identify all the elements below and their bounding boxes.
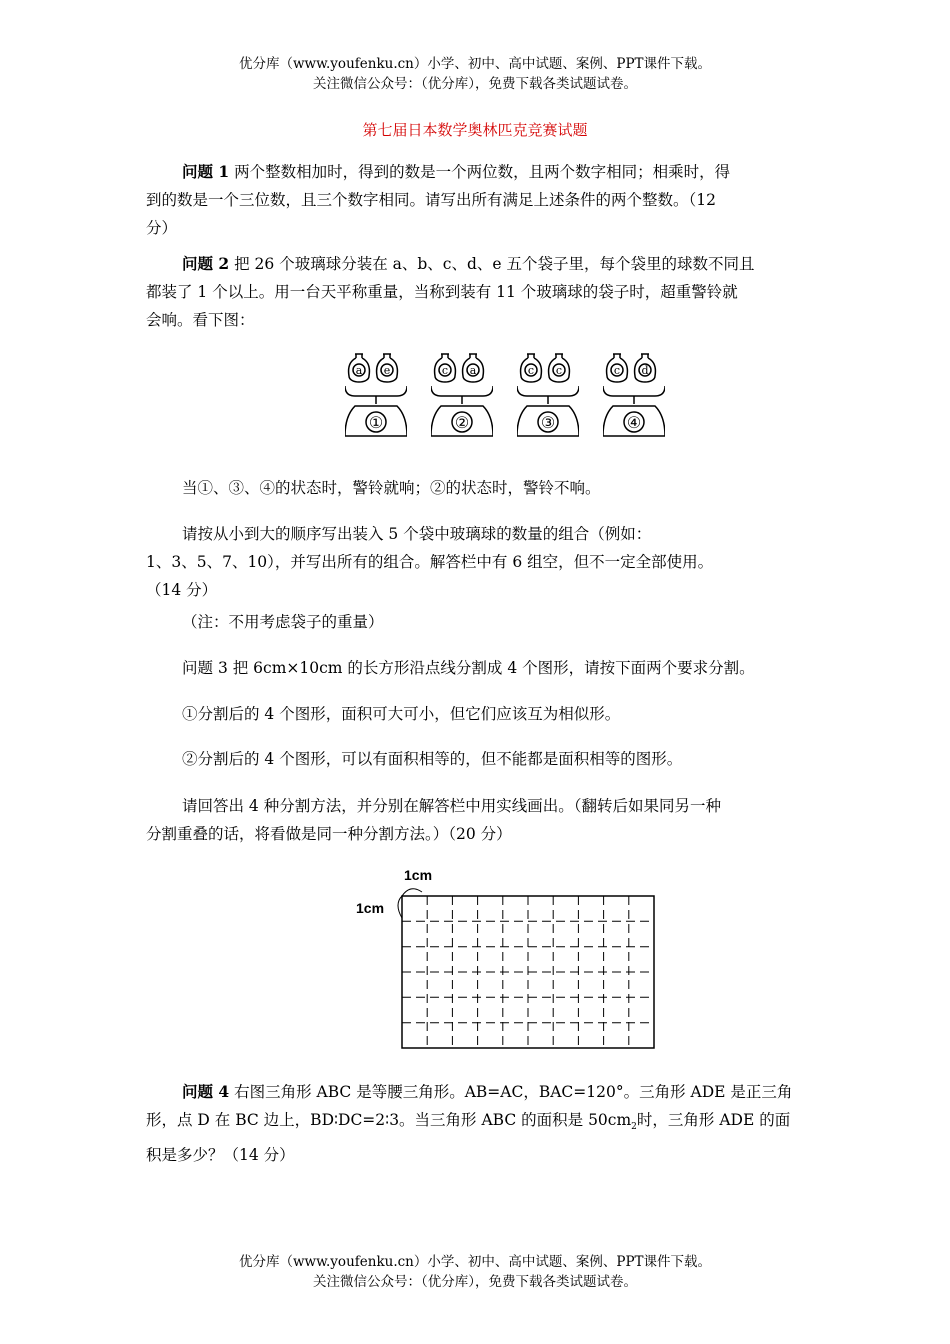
question-3-request-line-2: 分割重叠的话，将看做是同一种分割方法。）（20 分） — [146, 825, 512, 843]
question-2-line-3: 会响。看下图： — [146, 311, 255, 329]
scale-4-number: ④ — [626, 413, 642, 432]
question-2-label: 问题 2 — [182, 254, 230, 273]
question-4-line-1: 右图三角形 ABC 是等腰三角形。AB=AC，BAC=120°。三角形 ADE 是正三角 — [229, 1083, 793, 1101]
question-4-superscript: 2 — [631, 1122, 637, 1133]
scale-4-right-bag: d — [641, 364, 649, 377]
question-3-request-line-1: 请回答出 4 种分割方法，并分别在解答栏中用实线画出。（翻转后如果同另一种 — [182, 797, 721, 815]
footer-line-2: 关注微信公众号：（优分库），免费下载各类试题试卷。 — [313, 1274, 637, 1290]
scale-2-right-bag: a — [469, 364, 477, 377]
question-4 — [146, 1078, 866, 1169]
scale-1-number: ① — [368, 413, 384, 432]
question-1 — [146, 158, 866, 242]
question-1-label: 问题 1 — [182, 162, 230, 181]
header — [0, 54, 950, 94]
scale-2-number: ② — [454, 413, 470, 432]
scales-figure — [345, 346, 665, 446]
question-2-line-2: 都装了 1 个以上。用一台天平称重量，当称到装有 11 个玻璃球的袋子时，超重警铃就 — [146, 283, 738, 301]
question-3-condition-2: ②分割后的 4 个图形，可以有面积相等的，但不能都是面积相等的图形。 — [182, 750, 683, 768]
grid-dotted-lines — [402, 896, 654, 1048]
question-3-condition-1: ①分割后的 4 个图形，面积可大可小，但它们应该互为相似形。 — [182, 705, 621, 723]
question-3-intro-text: 3 把 6cm×10cm 的长方形沿点线分割成 4 个图形，请按下面两个要求分割。 — [213, 659, 755, 677]
scale-3 — [517, 346, 579, 446]
question-3-intro — [146, 654, 866, 682]
question-2-request — [146, 520, 866, 604]
scale-2-left-bag: c — [441, 364, 449, 377]
footer — [0, 1252, 950, 1292]
question-3-request — [146, 792, 866, 848]
question-4-line-3: 积是多少？（14 分） — [146, 1146, 295, 1165]
question-4-line-2: 形，点 D 在 BC 边上，BD∶DC=2∶3。当三角形 ABC 的面积是 50cm — [146, 1111, 632, 1129]
question-2-status: 当①、③、④的状态时，警铃就响；②的状态时，警铃不响。 — [182, 479, 601, 497]
question-2-request-line-2: 1、3、5、7、10），并写出所有的组合。解答栏中有 6 组空，但不一定全部使用。 — [146, 553, 714, 571]
grid-top-label: 1cm — [404, 867, 433, 883]
top-dimension-arc — [402, 889, 422, 896]
footer-line-1: 优分库（www.youfenku.cn）小学、初中、高中试题、案例、PPT课件下载。 — [238, 1254, 712, 1270]
scale-4-left-bag: c — [613, 364, 621, 377]
page-title: 第七届日本数学奥林匹克竞赛试题 — [362, 121, 588, 139]
question-2-line-1: 把 26 个玻璃球分装在 a、b、c、d、e 五个袋子里，每个袋里的球数不同且 — [229, 255, 755, 273]
question-2-note: （注：不用考虑袋子的重量） — [182, 613, 384, 631]
scale-3-right-bag: c — [555, 364, 563, 377]
scale-1 — [345, 346, 407, 446]
scale-2 — [431, 346, 493, 446]
question-3-label: 问题 — [182, 659, 214, 677]
scale-1-right-bag: e — [383, 364, 391, 377]
question-1-line-3: 分） — [146, 219, 178, 237]
question-1-line-2: 到的数是一个三位数，且三个数字相同。请写出所有满足上述条件的两个整数。（12 — [146, 191, 716, 209]
scale-4 — [603, 346, 665, 446]
header-line-1: 优分库（www.youfenku.cn）小学、初中、高中试题、案例、PPT课件下载。 — [238, 56, 712, 72]
scale-3-number: ③ — [540, 413, 556, 432]
grid-figure — [350, 866, 670, 1056]
scale-1-left-bag: a — [355, 364, 363, 377]
question-1-line-1: 两个整数相加时，得到的数是一个两位数，且两个数字相同；相乘时，得 — [229, 163, 731, 181]
scale-3-left-bag: c — [527, 364, 535, 377]
header-line-2: 关注微信公众号：（优分库），免费下载各类试题试卷。 — [313, 76, 637, 92]
question-2-request-line-3: （14 分） — [146, 581, 218, 599]
question-4-line-2b: 时，三角形 ADE 的面 — [636, 1111, 791, 1129]
grid-left-label: 1cm — [356, 900, 385, 916]
question-2 — [146, 250, 866, 334]
question-4-label: 问题 4 — [182, 1082, 230, 1101]
question-2-request-line-1: 请按从小到大的顺序写出装入 5 个袋中玻璃球的数量的组合（例如： — [182, 525, 652, 543]
